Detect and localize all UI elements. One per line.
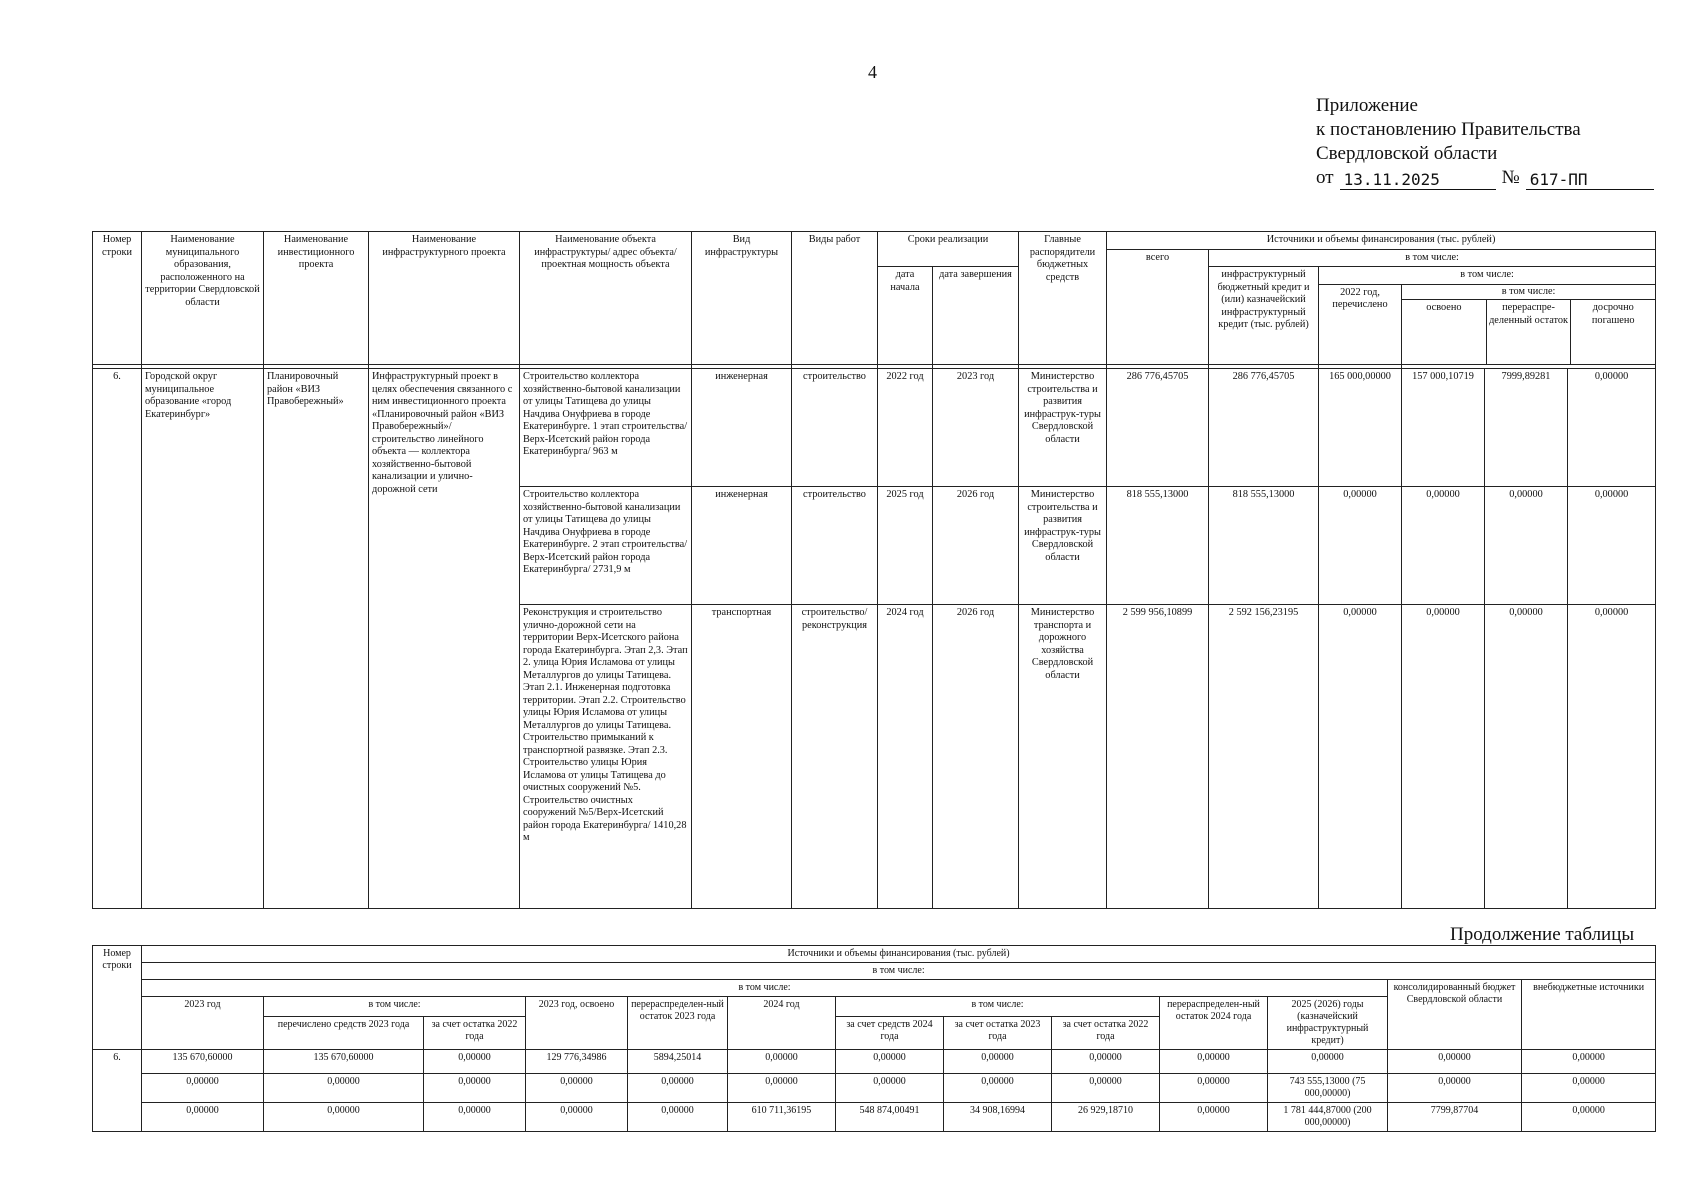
t2-h-2023: 2023 год: [142, 997, 264, 1050]
t2-cell: 0,00000: [142, 1103, 264, 1132]
t2-cell: 0,00000: [1388, 1074, 1522, 1103]
appendix-header: [1316, 94, 1654, 190]
t2-h-rest-2022: за счет остатка 2022 года: [424, 1016, 526, 1049]
t2-h-incl-a: в том числе:: [142, 963, 1656, 980]
t1-infra-type: инженерная: [692, 487, 792, 605]
t2-cell: 0,00000: [1268, 1050, 1388, 1074]
t1-h-total: всего: [1107, 249, 1209, 365]
table-row: [93, 1103, 1656, 1132]
t1-credit: 286 776,45705: [1209, 369, 1319, 487]
t1-h-invest-project: Наименование инвестиционного проекта: [264, 232, 369, 365]
t2-h-incl-2023: в том числе:: [264, 997, 526, 1017]
t2-h-rest-2022b: за счет остатка 2022 года: [1052, 1016, 1160, 1049]
decree-number: 617-ПП: [1526, 171, 1654, 190]
t1-infra-project: Инфраструктурный проект в целях обеспечения связанного с ним инвестиционного проекта «Планировочный район «ВИЗ Правобережный»/ строительство линейного объекта — коллектора хозяйственно-бытовой канализации и улично-дорожной сети: [369, 369, 520, 909]
t1-2022: 0,00000: [1319, 487, 1402, 605]
t2-cell: 0,00000: [264, 1074, 424, 1103]
t1-work-type: строительство: [792, 369, 878, 487]
t2-cell: 26 929,18710: [1052, 1103, 1160, 1132]
t2-h-incl-b: в том числе:: [142, 980, 1388, 997]
t1-h-infra-project: Наименование инфраструктурного проекта: [369, 232, 520, 365]
t1-h-credit: инфраструктурный бюджетный кредит и (или) казначейский инфраструктурный кредит (тыс. рублей): [1209, 267, 1319, 365]
t2-cell: 0,00000: [944, 1050, 1052, 1074]
t1-repaid: 0,00000: [1568, 487, 1656, 605]
t2-cell: 0,00000: [836, 1050, 944, 1074]
t1-h-managers: Главные распорядители бюджетных средств: [1019, 232, 1107, 365]
t1-work-type: строительство/ реконструкция: [792, 605, 878, 909]
t1-credit: 818 555,13000: [1209, 487, 1319, 605]
t1-work-type: строительство: [792, 487, 878, 605]
page-number: 4: [868, 62, 877, 82]
t1-mastered: 0,00000: [1402, 605, 1485, 909]
t2-cell: 610 711,36195: [728, 1103, 836, 1132]
t2-cell: 0,00000: [1522, 1050, 1656, 1074]
t2-cell: 743 555,13000 (75 000,00000): [1268, 1074, 1388, 1103]
t1-h-end: дата завершения: [933, 267, 1019, 365]
table-row: [93, 1050, 1656, 1074]
t1-h-num: Номер строки: [93, 232, 142, 365]
t2-cell: 0,00000: [728, 1074, 836, 1103]
t1-manager: Министерство строительства и развития инфраструк-туры Свердловской области: [1019, 487, 1107, 605]
t2-h-2025: 2025 (2026) годы (казначейский инфраструктурный кредит): [1268, 997, 1388, 1050]
t1-object: Строительство коллектора хозяйственно-бытовой канализации от улицы Татищева до улицы Начдива Онуфриева в городе Екатеринбурге. 1 этап строительства/Верх-Исетский район города Екатеринбурга/ 963 м: [520, 369, 692, 487]
table-row: [93, 369, 1656, 487]
appendix-line-1: Приложение: [1316, 95, 1418, 116]
t2-cell: 548 874,00491: [836, 1103, 944, 1132]
t2-h-2024: 2024 год: [728, 997, 836, 1050]
t2-cell: 0,00000: [1052, 1050, 1160, 1074]
appendix-line-3: Свердловской области: [1316, 143, 1498, 164]
t2-h-redist-2023: перераспределен-ный остаток 2023 года: [628, 997, 728, 1050]
t2-cell: 0,00000: [424, 1074, 526, 1103]
decree-date: 13.11.2025: [1340, 171, 1496, 190]
t2-cell: 135 670,60000: [264, 1050, 424, 1074]
t2-row-num: 6.: [93, 1050, 142, 1132]
t2-cell: 0,00000: [424, 1103, 526, 1132]
t1-mastered: 0,00000: [1402, 487, 1485, 605]
main-table: [92, 231, 1656, 909]
t1-object: Строительство коллектора хозяйственно-бытовой канализации от улицы Татищева до улицы Начдива Онуфриева в городе Екатеринбурге. 2 этап строительства/Верх-Исетский район города Екатеринбурга/ 2731,9 м: [520, 487, 692, 605]
t2-cell: 0,00000: [424, 1050, 526, 1074]
t1-manager: Министерство строительства и развития инфраструк-туры Свердловской области: [1019, 369, 1107, 487]
t1-redistributed: 0,00000: [1485, 605, 1568, 909]
t2-h-incl-2024: в том числе:: [836, 997, 1160, 1017]
t1-h-object: Наименование объекта инфраструктуры/ адрес объекта/ проектная мощность объекта: [520, 232, 692, 365]
t1-start: 2024 год: [878, 605, 933, 909]
t1-object: Реконструкция и строительство улично-дорожной сети на территории Верх-Исетского района города Екатеринбурга. Этап 2,3. Этап 2. улица Юрия Исламова от улицы Металлургов до улицы Татищева. Этап 2.1. Инженерная подготовка территории. Этап 2.2. Строительство улицы Юрия Исламова от улицы Металлургов до улицы Татищева. Строительство примыканий к транспортной развязке. Этап 2.3. Строительство улицы Юрия Исламова от улицы Татищева до очистных сооружений №5. Строительство очистных сооружений №5/Верх-Исетский район города Екатеринбурга/ 1410,28 м: [520, 605, 692, 909]
t2-cell: 0,00000: [264, 1103, 424, 1132]
t2-cell: 0,00000: [836, 1074, 944, 1103]
t2-cell: 0,00000: [526, 1103, 628, 1132]
t2-cell: 1 781 444,87000 (200 000,00000): [1268, 1103, 1388, 1132]
number-prefix: №: [1501, 167, 1520, 188]
t1-repaid: 0,00000: [1568, 605, 1656, 909]
t2-header-row-3: [93, 980, 1656, 997]
t1-infra-type: транспортная: [692, 605, 792, 909]
t1-start: 2022 год: [878, 369, 933, 487]
t2-h-funds-2024: за счет средств 2024 года: [836, 1016, 944, 1049]
t1-h-redistributed: перераспре-деленный остаток: [1487, 300, 1572, 364]
decree-line: [1316, 166, 1654, 190]
t1-total: 286 776,45705: [1107, 369, 1209, 487]
t2-cell: 0,00000: [1160, 1103, 1268, 1132]
t2-cell: 0,00000: [944, 1074, 1052, 1103]
t1-manager: Министерство транспорта и дорожного хозяйства Свердловской области: [1019, 605, 1107, 909]
t1-h-2022: 2022 год, перечислено: [1319, 284, 1402, 365]
t2-cell: 7799,87704: [1388, 1103, 1522, 1132]
t2-cell: 0,00000: [628, 1074, 728, 1103]
t1-h-terms: Сроки реализации: [878, 232, 1019, 267]
t2-h-sources: Источники и объемы финансирования (тыс. рублей): [142, 946, 1656, 963]
t1-start: 2025 год: [878, 487, 933, 605]
appendix-line-2: к постановлению Правительства: [1316, 119, 1581, 140]
t2-h-redist-2024: перераспределен-ный остаток 2024 года: [1160, 997, 1268, 1050]
t1-h-sources: Источники и объемы финансирования (тыс. рублей): [1107, 232, 1656, 250]
t2-cell: 0,00000: [1160, 1074, 1268, 1103]
t1-end: 2026 год: [933, 605, 1019, 909]
t1-h-mastered: освоено: [1402, 300, 1487, 364]
t2-h-rest-2023: за счет остатка 2023 года: [944, 1016, 1052, 1049]
t1-h-incl2: в том числе:: [1319, 267, 1656, 285]
t1-h-incl3-group: [1402, 284, 1656, 365]
continuation-label: Продолжение таблицы: [1450, 924, 1635, 945]
t2-cell: 0,00000: [1388, 1050, 1522, 1074]
t2-cell: 0,00000: [1522, 1103, 1656, 1132]
t2-cell: 0,00000: [526, 1074, 628, 1103]
t1-h-start: дата начала: [878, 267, 933, 365]
table-row: [93, 1074, 1656, 1103]
t2-cell: 135 670,60000: [142, 1050, 264, 1074]
t1-mastered: 157 000,10719: [1402, 369, 1485, 487]
t2-cell: 5894,25014: [628, 1050, 728, 1074]
t1-total: 2 599 956,10899: [1107, 605, 1209, 909]
t2-h-mastered-2023: 2023 год, освоено: [526, 997, 628, 1050]
t1-h-incl3: в том числе:: [1402, 285, 1655, 301]
t2-header-row-1: [93, 946, 1656, 963]
t1-repaid: 0,00000: [1568, 369, 1656, 487]
t1-h-sub: [1402, 300, 1655, 364]
t2-h-transferred: перечислено средств 2023 года: [264, 1016, 424, 1049]
t2-h-extrabudget: внебюджетные источники: [1522, 980, 1656, 1050]
t2-cell: 0,00000: [142, 1074, 264, 1103]
t1-credit: 2 592 156,23195: [1209, 605, 1319, 909]
t1-redistributed: 7999,89281: [1485, 369, 1568, 487]
t1-invest-project: Планировочный район «ВИЗ Правобережный»: [264, 369, 369, 909]
t2-h-consolidated: консолидированный бюджет Свердловской области: [1388, 980, 1522, 1050]
t1-end: 2023 год: [933, 369, 1019, 487]
t1-header-row-1: [93, 232, 1656, 250]
t2-h-num: Номер строки: [93, 946, 142, 1050]
t1-h-infra-type: Вид инфраструктуры: [692, 232, 792, 365]
t1-row-num: 6.: [93, 369, 142, 909]
t1-infra-type: инженерная: [692, 369, 792, 487]
t2-header-row-2: [93, 963, 1656, 980]
t1-h-repaid: досрочно погашено: [1591, 302, 1635, 326]
t2-cell: 0,00000: [1160, 1050, 1268, 1074]
t1-h-incl: в том числе:: [1209, 249, 1656, 267]
t2-cell: 0,00000: [728, 1050, 836, 1074]
t2-cell: 0,00000: [628, 1103, 728, 1132]
t2-cell: 0,00000: [1522, 1074, 1656, 1103]
date-prefix: от: [1316, 167, 1334, 188]
t1-end: 2026 год: [933, 487, 1019, 605]
t1-municipality: Городской округ муниципальное образование «город Екатеринбург»: [142, 369, 264, 909]
t1-total: 818 555,13000: [1107, 487, 1209, 605]
t2-cell: 0,00000: [1052, 1074, 1160, 1103]
t1-h-municipality: Наименование муниципального образования, расположенного на территории Свердловской области: [142, 232, 264, 365]
t1-2022: 165 000,00000: [1319, 369, 1402, 487]
t2-cell: 34 908,16994: [944, 1103, 1052, 1132]
t1-redistributed: 0,00000: [1485, 487, 1568, 605]
t2-cell: 129 776,34986: [526, 1050, 628, 1074]
continuation-table: [92, 945, 1656, 1132]
t1-h-work-type: Виды работ: [792, 232, 878, 365]
t1-2022: 0,00000: [1319, 605, 1402, 909]
